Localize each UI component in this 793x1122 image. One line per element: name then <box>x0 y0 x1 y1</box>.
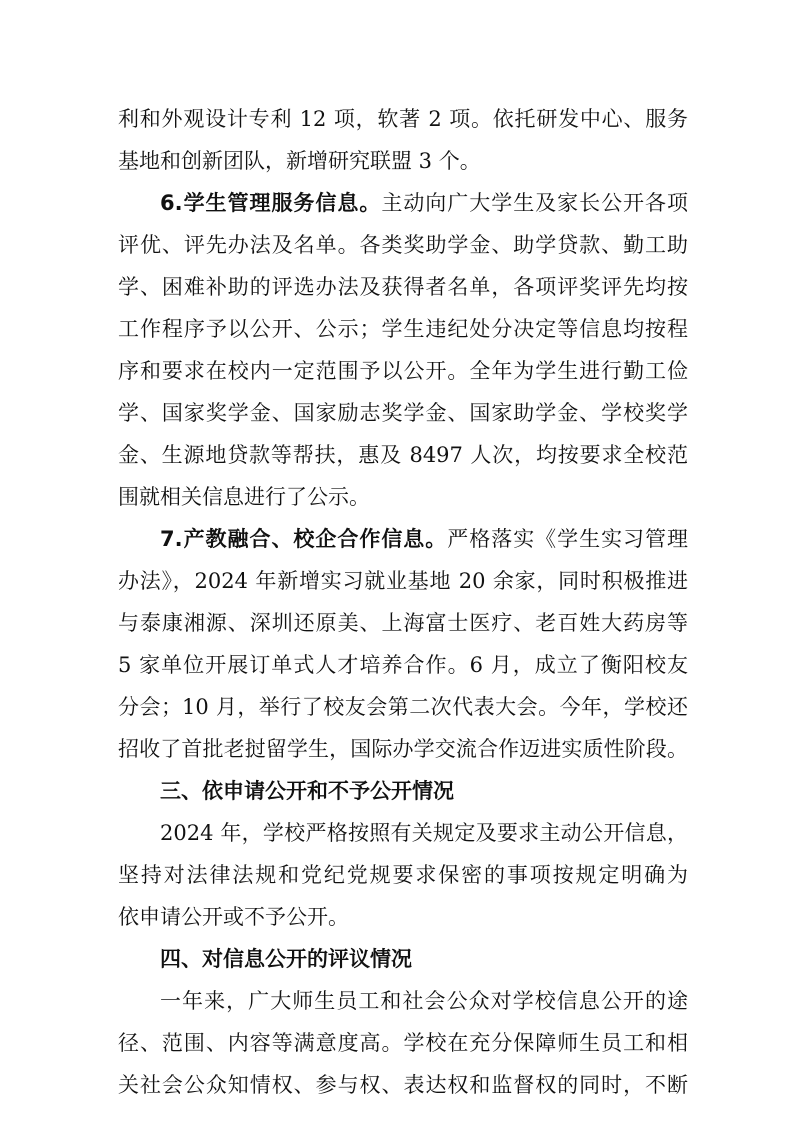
body-text-line: 径、范围、内容等满意度高。学校在充分保障师生员工和相 <box>118 1031 688 1055</box>
paragraph-3-first-line: 2024 年，学校严格按照有关规定及要求主动公开信息， <box>160 821 688 845</box>
body-text-line: 坚持对法律法规和党纪党规要求保密的事项按规定明确为 <box>118 863 688 887</box>
body-text-line: 5 家单位开展订单式人才培养合作。6 月，成立了衡阳校友 <box>118 653 688 677</box>
body-text-line: 基地和创新团队，新增研究联盟 3 个。 <box>118 149 481 173</box>
body-text-line: 围就相关信息进行了公示。 <box>118 485 370 509</box>
body-text-line: 办法》，2024 年新增实习就业基地 20 余家，同时积极推进 <box>118 569 688 593</box>
section-4-heading: 四、对信息公开的评议情况 <box>160 947 412 971</box>
section-3-heading: 三、依申请公开和不予公开情况 <box>160 779 454 803</box>
body-text-line: 分会；10 月，举行了校友会第二次代表大会。今年，学校还 <box>118 695 688 719</box>
body-text-line: 工作程序予以公开、公示；学生违纪处分决定等信息均按程 <box>118 317 688 341</box>
section-6-text: 主动向广大学生及家长公开各项 <box>381 191 689 215</box>
section-7-first-line <box>160 518 688 560</box>
body-text-line: 关社会公众知情权、参与权、表达权和监督权的同时，不断 <box>118 1073 688 1097</box>
body-text-line: 学、国家奖学金、国家励志奖学金、国家助学金、学校奖学 <box>118 401 688 425</box>
body-text-line: 与泰康湘源、深圳还原美、上海富士医疗、老百姓大药房等 <box>118 611 688 635</box>
paragraph-4-first-line: 一年来，广大师生员工和社会公众对学校信息公开的途 <box>160 989 688 1013</box>
section-6-first-line <box>160 182 688 224</box>
section-6-heading: 6.学生管理服务信息。 <box>160 191 382 215</box>
body-text-line: 评优、评先办法及名单。各类奖助学金、助学贷款、勤工助 <box>118 233 688 257</box>
body-text-line: 招收了首批老挝留学生，国际办学交流合作迈进实质性阶段。 <box>118 737 688 761</box>
body-text-line: 学、困难补助的评选办法及获得者名单，各项评奖评先均按 <box>118 275 688 299</box>
body-text-line: 利和外观设计专利 12 项，软著 2 项。依托研发中心、服务 <box>118 107 688 131</box>
body-text-line: 金、生源地贷款等帮扶，惠及 8497 人次，均按要求全校范 <box>118 443 688 467</box>
section-7-heading: 7.产教融合、校企合作信息。 <box>160 527 448 551</box>
body-text-line: 依申请公开或不予公开。 <box>118 905 349 929</box>
section-7-text: 严格落实《学生实习管理 <box>447 527 689 551</box>
body-text-line: 序和要求在校内一定范围予以公开。全年为学生进行勤工俭 <box>118 359 688 383</box>
